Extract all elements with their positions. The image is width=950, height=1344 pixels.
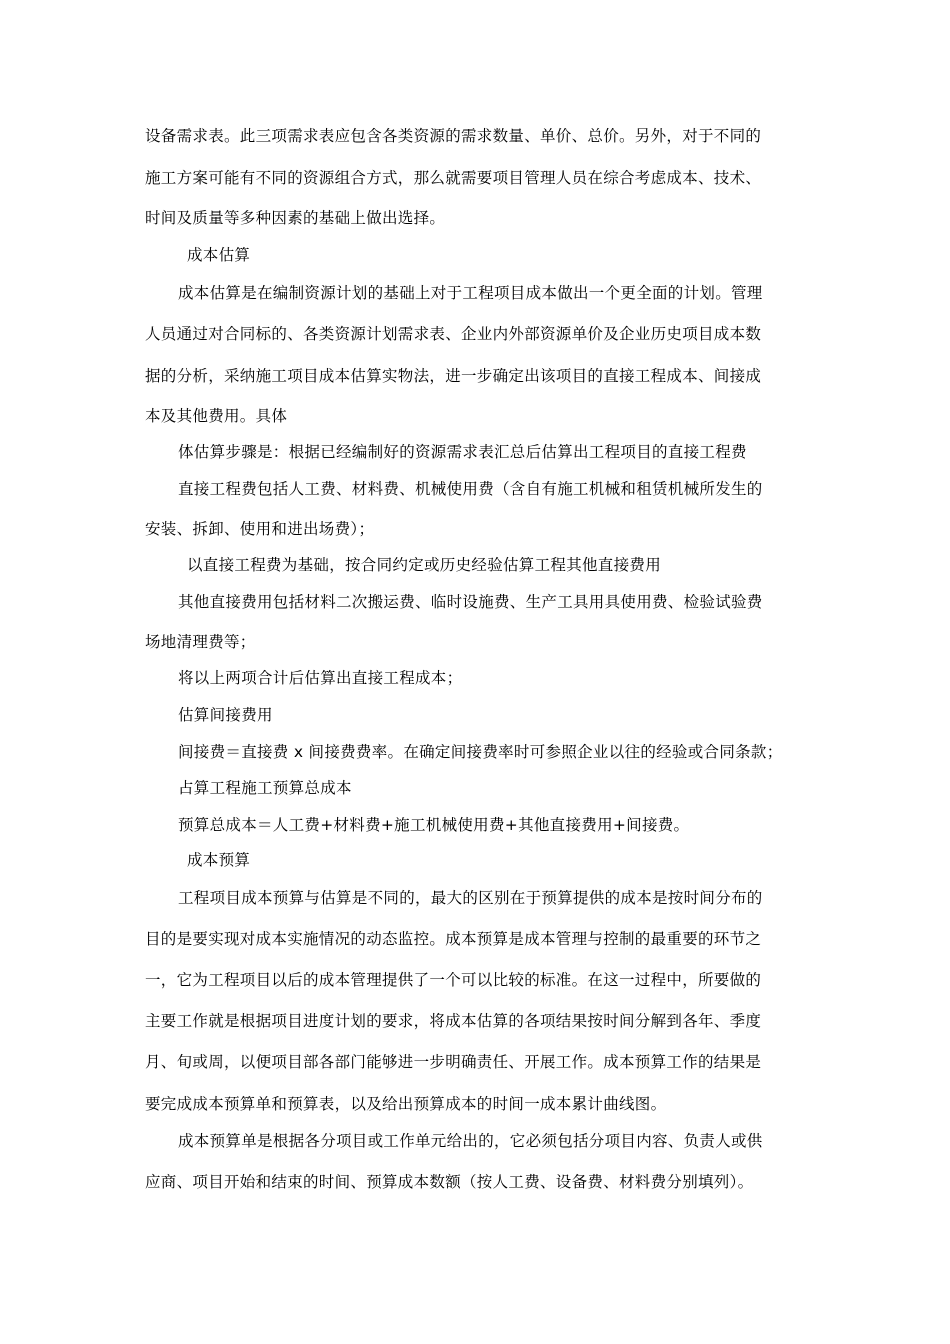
paragraph-line: 人员通过对合同标的、各类资源计划需求表、企业内外部资源单价及企业历史项目成本数 [145,325,762,343]
section-heading-cost-budget: 成本预算 [187,851,251,869]
paragraph-line: 间接费＝直接费 x 间接费费率。在确定间接费率时可参照企业以往的经验或合同条款； [178,743,783,761]
paragraph-line: 施工方案可能有不同的资源组合方式，那么就需要项目管理人员在综合考虑成本、技术、 [145,169,762,187]
paragraph-line: 工程项目成本预算与估算是不同的，最大的区别在于预算提供的成本是按时间分布的 [178,889,763,907]
paragraph-line: 目的是要实现对成本实施情况的动态监控。成本预算是成本管理与控制的最重要的环节之 [145,930,762,948]
paragraph-line: 成本估算是在编制资源计划的基础上对于工程项目成本做出一个更全面的计划。管理 [178,284,763,302]
paragraph-line: 要完成成本预算单和预算表，以及给出预算成本的时间一成本累计曲线图。 [145,1095,667,1113]
paragraph-line: 主要工作就是根据项目进度计划的要求，将成本估算的各项结果按时间分解到各年、季度 [145,1012,762,1030]
paragraph-line: 估算间接费用 [178,706,273,724]
paragraph-line: 其他直接费用包括材料二次搬运费、临时设施费、生产工具用具使用费、检验试验费 [178,593,763,611]
paragraph-line: 安装、拆卸、使用和进出场费）； [145,520,375,538]
paragraph-line: 月、旬或周，以便项目部各部门能够进一步明确责任、开展工作。成本预算工作的结果是 [145,1053,762,1071]
paragraph-line: 成本预算单是根据各分项目或工作单元给出的，它必须包括分项目内容、负责人或供 [178,1132,763,1150]
paragraph-line: 据的分析，采纳施工项目成本估算实物法，进一步确定出该项目的直接工程成本、间接成 [145,367,762,385]
paragraph-line: 场地清理费等； [145,633,256,651]
paragraph-line: 预算总成本＝人工费+材料费+施工机械使用费+其他直接费用+间接费。 [178,816,690,834]
paragraph-line: 占算工程施工预算总成本 [178,779,352,797]
paragraph-line: 时间及质量等多种因素的基础上做出选择。 [145,209,446,227]
paragraph-line: 以直接工程费为基础，按合同约定或历史经验估算工程其他直接费用 [187,556,662,574]
paragraph-line: 将以上两项合计后估算出直接工程成本； [178,669,463,687]
paragraph-line: 应商、项目开始和结束的时间、预算成本数额（按人工费、设备费、材料费分别填列）。 [145,1173,754,1191]
paragraph-line: 一，它为工程项目以后的成本管理提供了一个可以比较的标准。在这一过程中，所要做的 [145,971,762,989]
section-heading-cost-estimate: 成本估算 [187,246,251,264]
paragraph-line: 体估算步骤是：根据已经编制好的资源需求表汇总后估算出工程项目的直接工程费 [178,443,747,461]
paragraph-line: 直接工程费包括人工费、材料费、机械使用费（含自有施工机械和租赁机械所发生的 [178,480,763,498]
paragraph-line: 本及其他费用。具体 [145,407,288,425]
paragraph-line: 设备需求表。此三项需求表应包含各类资源的需求数量、单价、总价。另外，对于不同的 [145,127,762,145]
